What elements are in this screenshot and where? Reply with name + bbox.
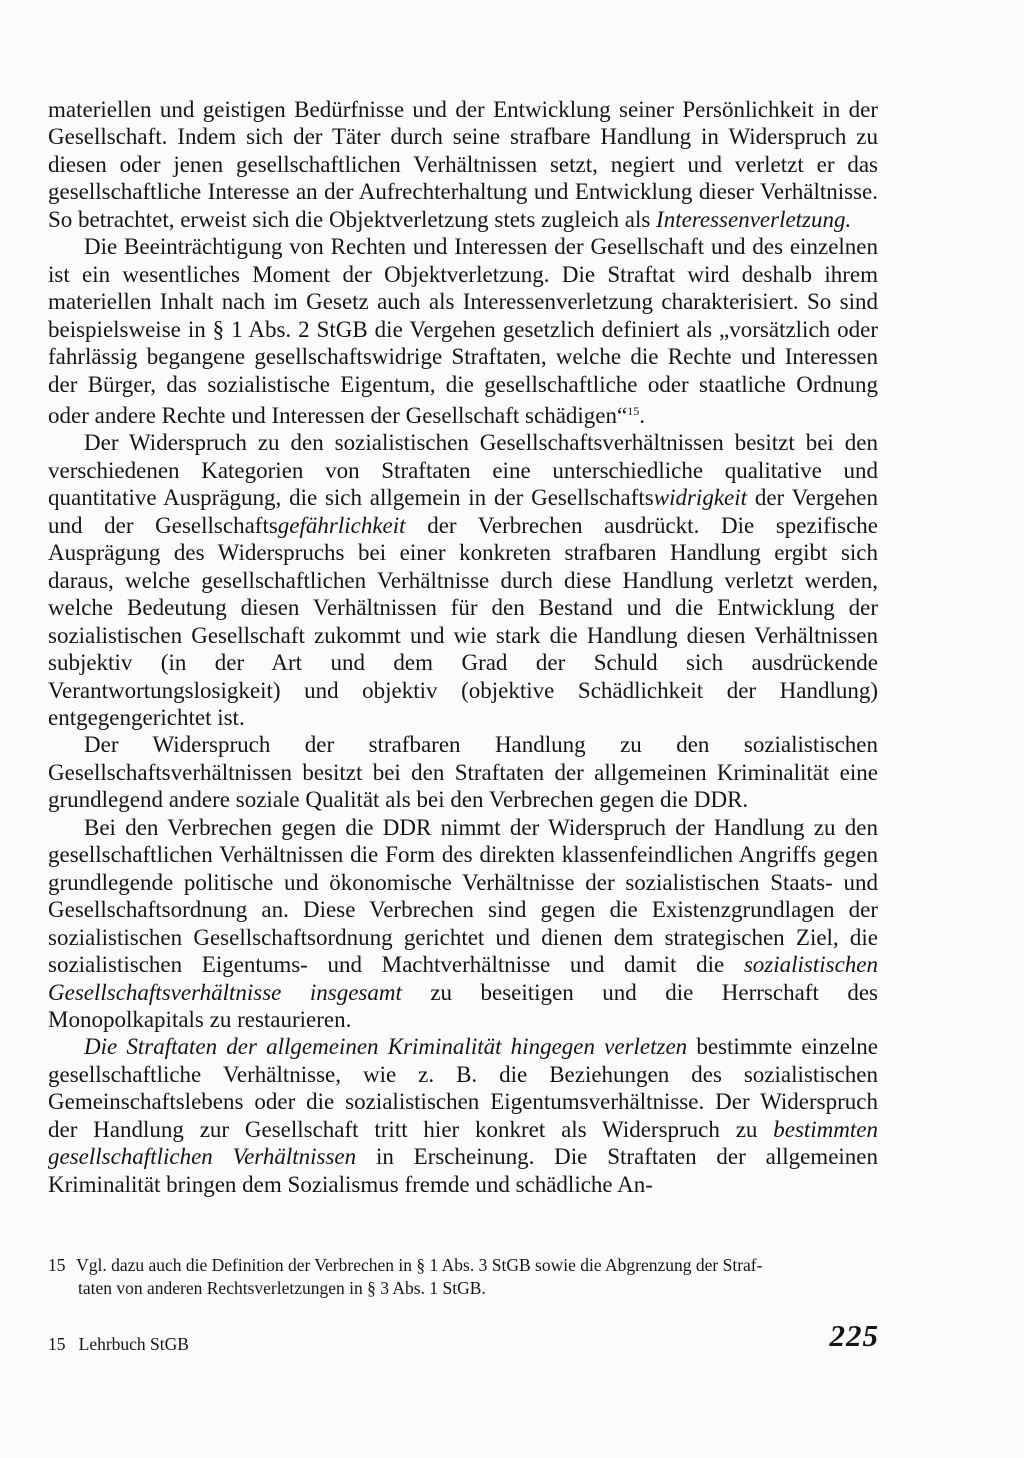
footnote-number: 15: [48, 1255, 66, 1275]
emphasis-text: Die Straftaten der allgemeinen Kriminalität hingegen verletzen: [84, 1034, 688, 1060]
page-body: [48, 96, 878, 1198]
emphasis-text: bestimmten gesellschaftlichen Verhältnissen: [48, 1116, 878, 1170]
footnote-text-2: taten von anderen Rechtsverletzungen in § 3 Abs. 1 StGB.: [78, 1278, 486, 1298]
footnote-line-1: [48, 1254, 880, 1277]
paragraph: [48, 814, 878, 1034]
paragraph: [48, 233, 878, 429]
paragraph-text: Die Beeinträchtigung von Rechten und Interessen der Gesellschaft und des einzelnen ist ein wesentliches Moment der Objektverletzung. Die Straftat wird deshalb ihrem materiellen Inhalt nach im Gesetz auch als Interessenverletzung charakterisiert. So sind beispielsweise in § 1 Abs. 2 StGB die Vergehen gesetzlich definiert als „vorsätzlich oder fahrlässig begangene gesellschaftswidrige Straftaten, welche die Rechte und Interessen der Bürger, das sozialistische Eigentum, die gesellschaftliche oder staatliche Ordnung oder andere Rechte und Interessen der Gesellschaft schädigen“: [48, 234, 878, 428]
paragraph: [48, 429, 878, 731]
footnote-15: [48, 1254, 880, 1300]
emphasis-text: widrigkeit: [653, 485, 748, 511]
paragraph: [48, 96, 878, 233]
emphasis-text: gefährlichkeit: [277, 512, 406, 538]
emphasis-text: Interessenverletzung.: [656, 206, 852, 232]
paragraph-text: der Verbrechen ausdrückt. Die spezifische Ausprägung des Widerspruchs bei einer konkreten strafbaren Handlung ergibt sich daraus, welche gesellschaftlichen Verhältnisse durch diese Handlung verletzt werden, welche Bedeutung diesen Verhältnissen für den Bestand und die Entwicklung der sozialistischen Gesellschaft zukommt und wie stark die Handlung diesen Verhältnissen subjektiv (in der Art und dem Grad der Schuld sich ausdrückende Verantwortungslosigkeit) und objektiv (objektive Schädlichkeit der Handlung) entgegengerichtet ist.: [48, 512, 878, 730]
paragraph-text: .: [639, 402, 645, 428]
signature-mark: 15 Lehrbuch StGB: [48, 1334, 189, 1354]
paragraph-text: zu beseitigen und die Herrschaft des Monopolkapitals zu restaurieren.: [48, 979, 878, 1032]
footnote-reference: 15: [627, 403, 640, 418]
paragraph-text: Bei den Verbrechen gegen die DDR nimmt der Widerspruch der Handlung zu den gesellschaftlichen Verhältnissen die Form des direkten klassenfeindlichen Angriffs gegen grundlegende politische und ökonomische Verhältnisse der sozialistischen Staats- und Gesellschaftsordnung an. Diese Verbrechen sind gegen die Existenzgrundlagen der sozialistischen Gesellschaftsordnung gerichtet und dienen dem strategischen Ziel, die sozialistischen Eigentums- und Machtverhältnisse und damit die: [48, 814, 878, 978]
footnote-text-1: Vgl. dazu auch die Definition der Verbrechen in § 1 Abs. 3 StGB sowie die Abgrenzung der Straf-: [76, 1255, 763, 1275]
emphasis-text: sozialistischen Gesellschaftsverhältnisse insgesamt: [48, 952, 878, 1005]
paragraph-text: materiellen und geistigen Bedürfnisse und der Entwicklung seiner Persönlichkeit in der Gesellschaft. Indem sich der Täter durch seine strafbare Handlung in Widerspruch zu diesen oder jenen gesellschaftlichen Verhältnissen setzt, negiert und verletzt er das gesellschaftliche Interesse an der Aufrechterhaltung und Entwicklung dieser Verhältnisse. So betrachtet, erweist sich die Objektverletzung stets zugleich als: [48, 97, 878, 232]
paragraph-text: Der Widerspruch der strafbaren Handlung zu den sozialistischen Gesellschaftsverhältnissen besitzt bei den Straftaten der allgemeinen Kriminalität eine grundlegend andere soziale Qualität als bei den Verbrechen gegen die DDR.: [48, 732, 878, 813]
paragraph: [48, 1033, 878, 1198]
main-text: [48, 96, 878, 1198]
page-number: 225: [829, 1318, 879, 1353]
paragraph-text: Der Widerspruch zu den sozialistischen Gesellschaftsverhältnissen besitzt bei den verschiedenen Kategorien von Straftaten eine unterschiedliche qualitative und quantitative Ausprägung, die sich allgemein in der Gesellschafts: [48, 430, 878, 511]
paragraph: [48, 731, 878, 813]
paragraph-text: in Erscheinung. Die Straftaten der allgemeinen Kriminalität bringen dem Sozialismus fremde und schädliche An-: [48, 1144, 878, 1197]
paragraph-text: bestimmte einzelne gesellschaftliche Verhältnisse, wie z. B. die Beziehungen des sozialistischen Gemeinschaftslebens oder die sozialistischen Eigentumsverhältnisse. Der Widerspruch der Handlung zur Gesellschaft tritt hier konkret als Widerspruch zu: [48, 1034, 878, 1142]
paragraph-text: der Vergehen und der Gesellschafts: [48, 485, 878, 538]
